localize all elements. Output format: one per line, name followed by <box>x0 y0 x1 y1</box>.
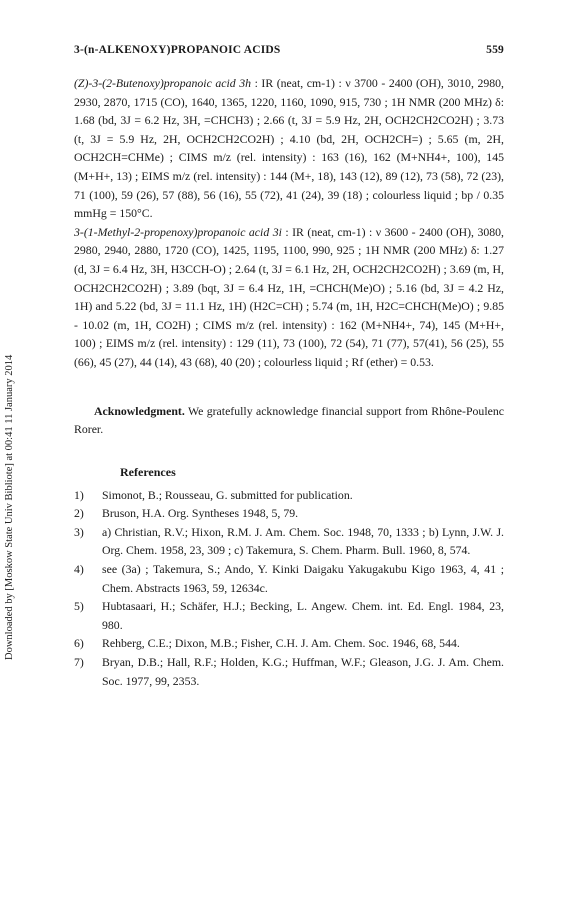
reference-item <box>74 523 504 560</box>
acknowledgment-paragraph <box>74 402 504 439</box>
reference-text: a) Christian, R.V.; Hixon, R.M. J. Am. Chem. Soc. 1948, 70, 1333 ; b) Lynn, J.W. J. Org. Chem. 1958, 23, 309 ; c) Takemura, S. Chem. Pharm. Bull. 1960, 8, 574. <box>102 524 504 558</box>
reference-number: 4) <box>74 562 84 577</box>
reference-number: 5) <box>74 599 84 614</box>
reference-text: see (3a) ; Takemura, S.; Ando, Y. Kinki Daigaku Yakugakubu Kigo 1963, 4, 41 ; Chem. Abstracts 1963, 59, 12634c. <box>102 562 504 595</box>
compound-3i-paragraph <box>74 223 504 372</box>
reference-item <box>74 597 504 634</box>
reference-item <box>74 486 504 505</box>
reference-number: 1) <box>74 487 84 502</box>
compound-3h-name: (Z)-3-(2-Butenoxy)propanoic acid 3h <box>74 76 252 90</box>
compound-3i-name: 3-(1-Methyl-2-propenoxy)propanoic acid 3i <box>74 224 282 239</box>
reference-text: Rehberg, C.E.; Dixon, M.B.; Fisher, C.H. J. Am. Chem. Soc. 1946, 68, 544. <box>102 636 460 651</box>
reference-text: Bryan, D.B.; Hall, R.F.; Holden, K.G.; Huffman, W.F.; Gleason, J.G. J. Am. Chem. Soc. 1977, 99, 2353. <box>102 655 504 688</box>
running-title: 3-(n-ALKENOXY)PROPANOIC ACIDS <box>74 44 281 56</box>
page-number: 559 <box>486 44 504 56</box>
compound-3h-paragraph <box>74 74 504 223</box>
acknowledgment-text: We gratefully acknowledge financial support from Rhône-Poulenc Rorer. <box>74 403 504 437</box>
acknowledgment-label: Acknowledgment. <box>94 403 185 418</box>
watermark-text: Downloaded by [Moskow State Univ Bibliote] at 00:41 11 January 2014 <box>4 354 15 660</box>
reference-item <box>74 560 504 597</box>
reference-number: 3) <box>74 524 84 539</box>
references-heading: References <box>120 464 176 479</box>
reference-item <box>74 653 504 690</box>
compound-3h-data: : IR (neat, cm-1) : ν 3700 - 2400 (OH), 3010, 2980, 2930, 2870, 1715 (CO), 1640, 1365, 1220, 1160, 1090, 915, 730 ; 1H NMR (200 MHz) δ: 1.68 (bd, 3J = 6.2 Hz, 3H, =CHCH3) ; 2.66 (t, 3J = 5.9 Hz, 2H, OCH2CH2CO2H) ; 3.73 (t, 3J = 5.9 Hz, 2H, OCH2CH2CO2H) ; 4.10 (bd, 2H, OCH2CH=) ; 5.65 (m, 2H, OCH2CH=CHMe) ; CIMS m/z (rel. intensity) : 163 (16), 162 (M+NH4+, 100), 145 (M+H+, 13) ; EIMS m/z (rel. intensity) : 144 (M+, 18), 143 (12), 89 (12), 73 (58), 72 (23), 71 (100), 59 (26), 57 (88), 56 (16), 55 (72), 41 (24), 39 (18) ; colourless liquid ; bp / 0.35 mmHg = 150°C. <box>74 76 504 221</box>
compound-3i-data: : IR (neat, cm-1) : ν 3600 - 2400 (OH), 3080, 2980, 2940, 2880, 1720 (CO), 1425, 1195, 1100, 990, 925 ; 1H NMR (200 MHz) δ: 1.27 (d, 3J = 6.4 Hz, 3H, H3CCH-O) ; 2.64 (t, 3J = 6.1 Hz, 2H, OCH2CH2CO2H) ; 3.69 (m, H, OCH2CH2CO2H) ; 3.89 (bqt, 3J = 6.4 Hz, 1H, =CHCH(Me)O) ; 5.16 (bd, 3J = 4.2 Hz, 1H) and 5.22 (bd, 3J = 11.1 Hz, 1H) (H2C=CH) ; 5.74 (m, 1H, H2C=CHCH(Me)O) ; 9.85 - 10.02 (m, 1H, CO2H) ; CIMS m/z (rel. intensity) : 162 (M+NH4+, 74), 145 (M+H+, 100) ; EIMS m/z (rel. intensity) : 129 (11), 73 (100), 72 (54), 71 (77), 57(41), 56 (25), 55 (66), 45 (27), 44 (14), 43 (68), 40 (20) ; colourless liquid ; Rf (ether) = 0.53. <box>74 224 504 369</box>
reference-list <box>74 486 504 691</box>
reference-text: Simonot, B.; Rousseau, G. submitted for publication. <box>102 487 353 502</box>
download-watermark <box>2 100 20 660</box>
reference-number: 2) <box>74 506 84 521</box>
reference-item <box>74 504 504 523</box>
reference-text: Bruson, H.A. Org. Syntheses 1948, 5, 79. <box>102 506 299 521</box>
reference-text: Hubtasaari, H.; Schäfer, H.J.; Becking, L. Angew. Chem. int. Ed. Engl. 1984, 23, 980. <box>102 599 504 632</box>
reference-number: 6) <box>74 636 84 651</box>
reference-number: 7) <box>74 655 84 670</box>
reference-item <box>74 634 504 653</box>
page-body <box>74 44 504 690</box>
running-header <box>74 44 504 56</box>
